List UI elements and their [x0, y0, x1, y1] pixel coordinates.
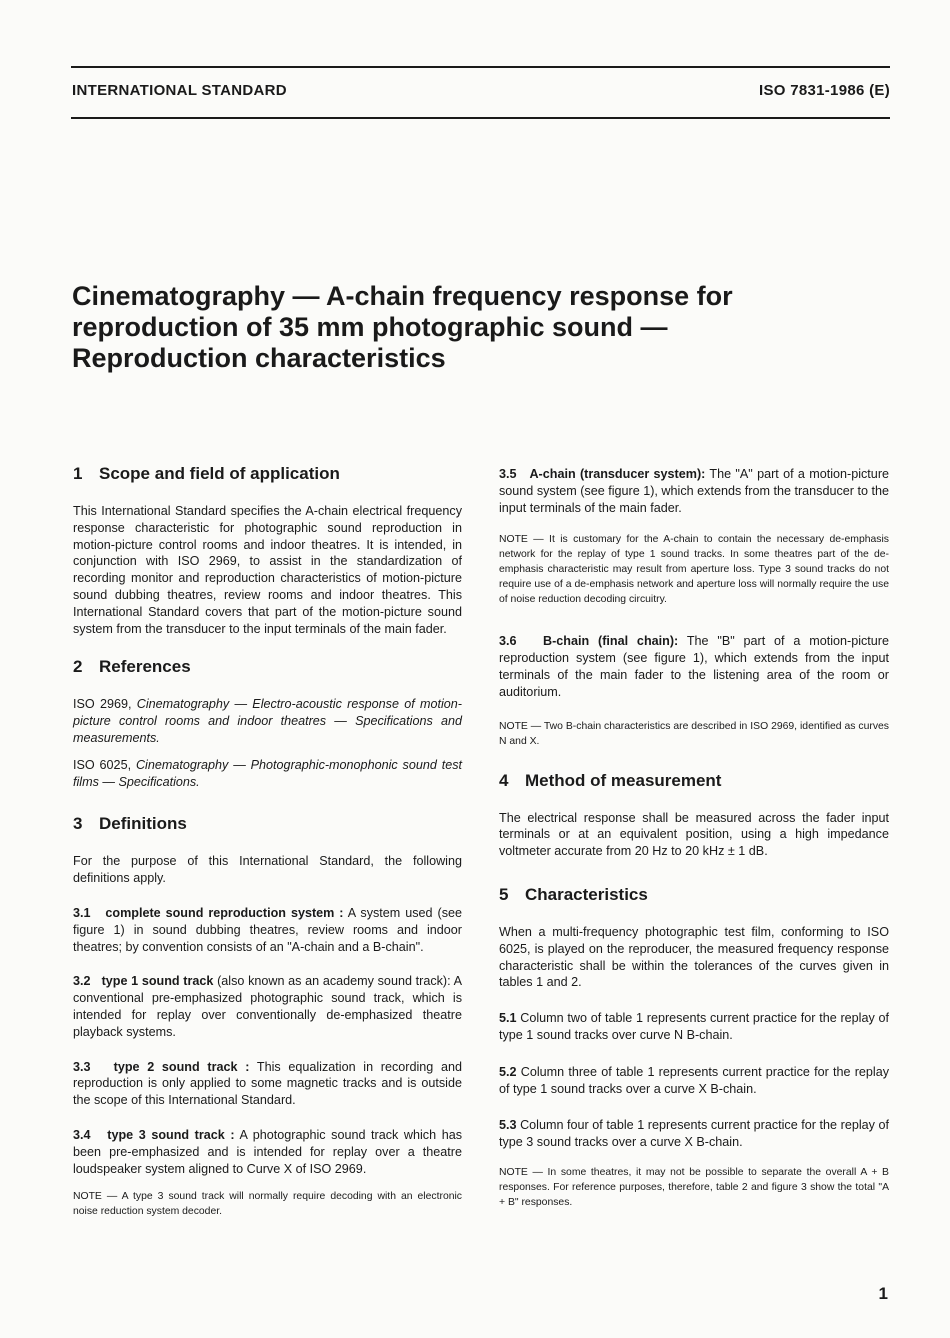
definition-3-4-note: NOTE — A type 3 sound track will normally require decoding with an electronic noise reduction system decoder. [73, 1191, 462, 1218]
left-column [73, 463, 462, 1219]
section-characteristics [499, 884, 889, 1210]
definition-3-6-note: NOTE — Two B-chain characteristics are described in ISO 2969, identified as curves N and X. [499, 720, 889, 747]
definition-3-1: 3.1 complete sound reproduction system : A system used (see figure 1) in sound dubbing theatres, review rooms and indoor theatres; by convention consists of an "A-chain and a B-chain". [73, 905, 462, 954]
section-heading: 3 Definitions [73, 814, 187, 834]
definition-3-5-note: NOTE — It is customary for the A-chain to contain the necessary de-emphasis network for the replay of type 1 sound tracks. In some theatres part of the de-emphasis characteristic may result from aperture loss. Type 3 sound tracks do not require use of a de-emphasis network and aperture loss will normally require the use of noise reduction decoding circuitry. [499, 534, 889, 606]
document-title [72, 281, 872, 374]
definition-3-6: 3.6 B-chain (final chain): The "B" part of a motion-picture reproduction system (see figure 1), which extends from the input terminals of the main fader to the listening area of the room or auditorium. [499, 634, 890, 699]
title-line-2: reproduction of 35 mm photographic sound — [72, 312, 668, 342]
header-standard-code: ISO 7831-1986 (E) [758, 82, 890, 99]
section-references [73, 656, 462, 790]
section-method [499, 770, 889, 860]
section-scope [73, 463, 462, 637]
reference-iso-6025: ISO 6025, Cinematography — Photographic-monophonic sound test films — Specifications. [73, 757, 462, 789]
section-definitions [73, 813, 462, 1219]
method-paragraph: The electrical response shall be measured across the fader input terminals or at an equivalent position, using a high impedance voltmeter accurate from 20 Hz to 20 kHz ± 1 dB. [499, 810, 889, 859]
header-top-rule [71, 66, 890, 68]
reference-iso-2969: ISO 2969, Cinematography — Electro-acoustic response of motion-picture control rooms and indoor theatres — Specifications and measurements. [73, 697, 463, 745]
clause-5-1: 5.1 Column two of table 1 represents current practice for the replay of type 1 sound tracks over curve N B-chain. [499, 1011, 889, 1042]
characteristics-note: NOTE — In some theatres, it may not be possible to separate the overall A + B responses. For reference purposes, therefore, table 2 and figure 3 show the total "A + B" responses. [499, 1166, 889, 1208]
definition-3-3: 3.3 type 2 sound track : This equalization in recording and reproduction is only applied to some magnetic tracks and is outside the scope of this International Standard. [73, 1059, 463, 1108]
header-bottom-rule [71, 117, 890, 119]
section-heading: 1 Scope and field of application [73, 464, 340, 483]
definition-3-5: 3.5 A-chain (transducer system): The "A" part of a motion-picture sound system (see figure 1), which extends from the transducer to the input terminals of the main fader. [499, 467, 890, 515]
section-heading: 2 References [73, 657, 191, 677]
clause-5-3: 5.3 Column four of table 1 represents current practice for the replay of type 3 sound tracks over a curve X B-chain. [499, 1118, 889, 1150]
section-heading: 5 Characteristics [499, 884, 648, 904]
characteristics-paragraph: When a multi-frequency photographic test film, conforming to ISO 6025, is played on the reproducer, the measured frequency response characteristic shall be within the tolerances of the curves given in tables 1 and 2. [499, 924, 889, 990]
definitions-intro: For the purpose of this International Standard, the following definitions apply. [73, 854, 462, 886]
section-heading: 4 Method of measurement [499, 770, 722, 790]
scope-paragraph: This International Standard specifies the A-chain electrical frequency response characteristic for photographic sound reproduction in motion-picture control rooms and indoor theatres. It is intended, in conjunction with ISO 2969, to assist in the standardization of recording monitor and reproduction characteristics of motion-picture sound dubbing theatres, review rooms and indoor theatres. This International Standard covers that part of the motion-picture sound system from the transducer to the input terminals of the main fader. [73, 504, 462, 636]
page-number: 1 [878, 1284, 888, 1303]
right-column [499, 463, 889, 1210]
header-standard-type: INTERNATIONAL STANDARD [72, 82, 287, 99]
title-line-1: Cinematography — A-chain frequency response for [72, 281, 733, 311]
definition-3-4: 3.4 type 3 sound track : A photographic sound track which has been pre-emphasized and is intended for replay over a theatre loudspeaker system aligned to Curve X of ISO 2969. [73, 1127, 462, 1176]
clause-5-2: 5.2 Column three of table 1 represents current practice for the replay of type 1 sound tracks over a curve X B-chain. [499, 1064, 889, 1096]
title-line-3: Reproduction characteristics [72, 343, 446, 373]
definition-3-2: 3.2 type 1 sound track (also known as an academy sound track): A conventional pre-emphasized photographic sound track, which is intended for replay over conventionally de-emphasized theatre playback systems. [73, 974, 463, 1039]
